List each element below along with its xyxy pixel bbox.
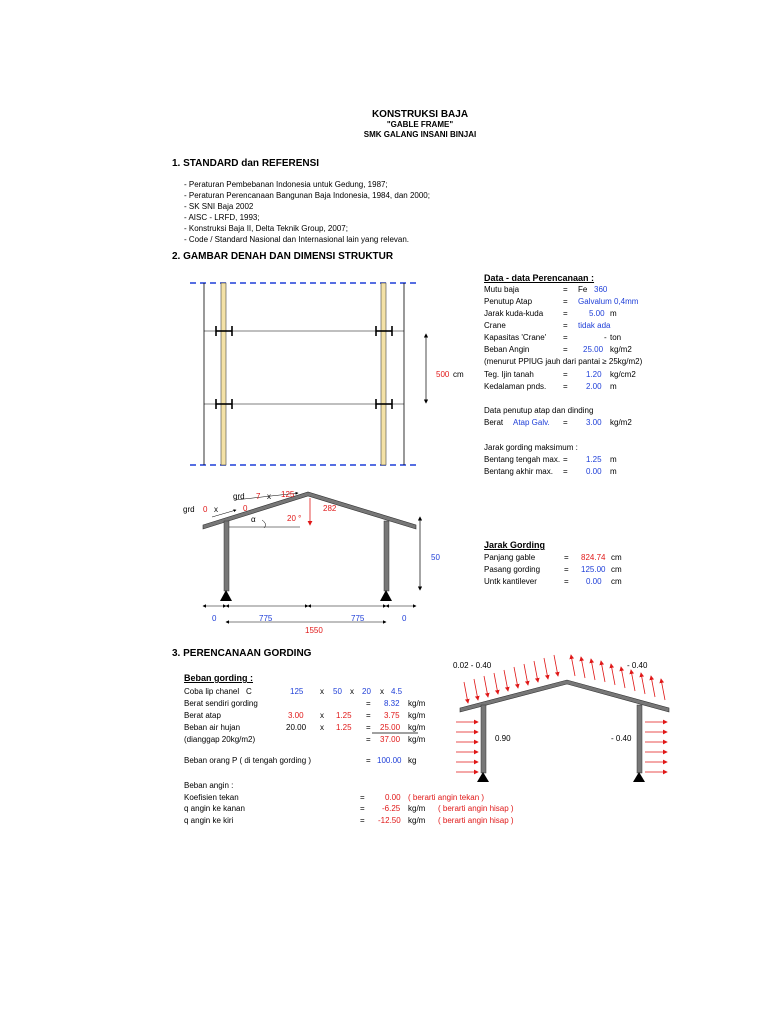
reference-item: - Peraturan Perencanaan Bangunan Baja Indonesia, 1984, dan 2000;: [184, 191, 430, 200]
param-label: Jarak kuda-kuda: [484, 309, 544, 318]
jarak-eq: =: [564, 553, 569, 562]
param-value: 5.00: [589, 309, 605, 318]
roof-angle: 20 °: [287, 514, 302, 523]
param-eq: =: [563, 321, 568, 330]
param-unit: kg/cm2: [610, 370, 636, 379]
beban-gording-title: Beban gording :: [184, 673, 253, 683]
param-label: Kedalaman pnds.: [484, 382, 547, 391]
jarak-value: 0.00: [586, 577, 602, 586]
beban-hujan-unit: kg/m: [408, 723, 426, 732]
coba-x: x: [320, 687, 324, 696]
grd-top-value: 7: [256, 492, 261, 501]
alpha-symbol: α: [251, 515, 256, 524]
plan-dim-value: 500: [436, 370, 450, 379]
coba-b: 50: [333, 687, 342, 696]
reference-item: - Peraturan Pembebanan Indonesia untuk Gedung, 1987;: [184, 180, 388, 189]
angin-eq: =: [360, 816, 365, 825]
section3-heading: 3. PERENCANAAN GORDING: [172, 648, 312, 659]
berat-atap-a: 3.00: [288, 711, 304, 720]
beban-hujan-a: 20.00: [286, 723, 307, 732]
param-prefix: Fe: [578, 285, 588, 294]
param-label: Teg. Ijin tanah: [484, 370, 534, 379]
jarak-unit: cm: [611, 553, 622, 562]
right-overhang: 0: [402, 614, 407, 623]
jarak-eq: =: [564, 577, 569, 586]
jarak-label: Untk kantilever: [484, 577, 537, 586]
gording-max-label: Bentang tengah max.: [484, 455, 561, 464]
param-eq: =: [563, 382, 568, 391]
angin-eq: =: [360, 804, 365, 813]
param-label: Penutup Atap: [484, 297, 533, 306]
coba-x: x: [380, 687, 384, 696]
param-label: Mutu baja: [484, 285, 520, 294]
beban-orang-value: 100.00: [377, 756, 402, 765]
berat-sendiri-value: 8.32: [384, 699, 400, 708]
beban-angin-title: Beban angin :: [184, 781, 234, 790]
angin-value: -12.50: [378, 816, 401, 825]
cover-label: Berat: [484, 418, 504, 427]
param-value: 1.20: [586, 370, 602, 379]
grd-top-label: grd: [233, 492, 245, 501]
dianggap-unit: kg/m: [408, 735, 426, 744]
cover-value: 3.00: [586, 418, 602, 427]
gording-max-label: Bentang akhir max.: [484, 467, 553, 476]
param-value: 2.00: [586, 382, 602, 391]
dianggap-eq: =: [366, 735, 371, 744]
dianggap-value: 37.00: [380, 735, 401, 744]
berat-sendiri-label: Berat sendiri gording: [184, 699, 258, 708]
berat-atap-x: x: [320, 711, 324, 720]
grd-left-x: x: [214, 505, 218, 514]
reference-item: - AISC - LRFD, 1993;: [184, 213, 260, 222]
angin-value: -6.25: [382, 804, 401, 813]
param-label: Crane: [484, 321, 506, 330]
param-label: Kapasitas 'Crane': [484, 333, 547, 342]
wind-coef-mid-right: - 0.40: [611, 734, 632, 743]
berat-atap-unit: kg/m: [408, 711, 426, 720]
gording-max-unit: m: [610, 455, 617, 464]
param-eq: =: [563, 309, 568, 318]
small-zero: 0: [243, 504, 248, 513]
grd-left-label: grd: [183, 505, 195, 514]
coba-d: 4.5: [391, 687, 403, 696]
plan-dim-unit: cm: [453, 370, 464, 379]
param-unit: m: [610, 382, 617, 391]
param-value: 25.00: [583, 345, 604, 354]
cover-unit: kg/m2: [610, 418, 632, 427]
beban-hujan-eq: =: [366, 723, 371, 732]
section2-heading: 2. GAMBAR DENAH DAN DIMENSI STRUKTUR: [172, 251, 394, 262]
reference-item: - SK SNI Baja 2002: [184, 202, 254, 211]
jarak-value: 824.74: [581, 553, 606, 562]
angin-unit: kg/m: [408, 816, 426, 825]
data-perencanaan-title: Data - data Perencanaan :: [484, 273, 595, 283]
param-eq: =: [563, 297, 568, 306]
roof-rise: 282: [323, 504, 337, 513]
param-eq: =: [563, 370, 568, 379]
angin-label: q angin ke kiri: [184, 816, 234, 825]
grd-spacing: 125: [281, 490, 295, 499]
jarak-gording-title: Jarak Gording: [484, 540, 546, 550]
param-unit: m: [610, 309, 617, 318]
berat-sendiri-unit: kg/m: [408, 699, 426, 708]
param-eq: =: [563, 285, 568, 294]
berat-atap-label: Berat atap: [184, 711, 221, 720]
gording-max-value: 0.00: [586, 467, 602, 476]
grd-top-x: x: [267, 492, 271, 501]
coba-c2: 20: [362, 687, 371, 696]
wind-coef-top-right: - 0.40: [627, 661, 648, 670]
left-overhang: 0: [212, 614, 217, 623]
cover-eq: =: [563, 418, 568, 427]
reference-item: - Code / Standard Nasional dan Internasional lain yang relevan.: [184, 235, 410, 244]
span-right: 775: [351, 614, 365, 623]
jarak-unit: cm: [611, 565, 622, 574]
grd-left-value: 0: [203, 505, 208, 514]
coba-label: Coba lip chanel: [184, 687, 240, 696]
plan-view: [190, 283, 426, 465]
jarak-label: Panjang gable: [484, 553, 536, 562]
reference-item: - Konstruksi Baja II, Delta Teknik Group, 2007;: [184, 224, 348, 233]
cover-title: Data penutup atap dan dinding: [484, 406, 594, 415]
beban-orang-label: Beban orang P ( di tengah gording ): [184, 756, 312, 765]
jarak-value: 125.00: [581, 565, 606, 574]
gable-elevation: [203, 492, 420, 622]
param-value: -: [604, 333, 607, 342]
beban-hujan-b: 1.25: [336, 723, 352, 732]
total-span: 1550: [305, 626, 323, 635]
cover-material: Atap Galv.: [513, 418, 550, 427]
param-eq: =: [563, 345, 568, 354]
wind-note: (menurut PPIUG jauh dari pantai ≥ 25kg/m2): [484, 357, 643, 366]
beban-hujan-label: Beban air hujan: [184, 723, 241, 732]
param-value: tidak ada: [578, 321, 611, 330]
wind-coef-mid-left: 0.90: [495, 734, 511, 743]
angin-note: ( berarti angin tekan ): [408, 793, 485, 802]
berat-atap-b: 1.25: [336, 711, 352, 720]
jarak-eq: =: [564, 565, 569, 574]
gording-max-eq: =: [563, 467, 568, 476]
berat-atap-eq: =: [366, 711, 371, 720]
param-eq: =: [563, 333, 568, 342]
beban-orang-eq: =: [366, 756, 371, 765]
angin-label: Koefisien tekan: [184, 793, 239, 802]
param-unit: ton: [610, 333, 622, 342]
berat-atap-value: 3.75: [384, 711, 400, 720]
angin-label: q angin ke kanan: [184, 804, 245, 813]
angin-eq: =: [360, 793, 365, 802]
angin-note: ( berarti angin hisap ): [438, 804, 514, 813]
angin-note: ( berarti angin hisap ): [438, 816, 514, 825]
beban-hujan-value: 25.00: [380, 723, 401, 732]
span-left: 775: [259, 614, 273, 623]
gording-max-title: Jarak gording maksimum :: [484, 443, 578, 452]
gording-max-eq: =: [563, 455, 568, 464]
param-value: 360: [594, 285, 608, 294]
doc-title: KONSTRUKSI BAJA: [371, 109, 469, 120]
coba-c: C: [246, 687, 252, 696]
school-name: SMK GALANG INSANI BINJAI: [363, 130, 477, 139]
coba-x: x: [350, 687, 354, 696]
beban-orang-unit: kg: [408, 756, 417, 765]
jarak-unit: cm: [611, 577, 622, 586]
angin-value: 0.00: [385, 793, 401, 802]
section1-heading: 1. STANDARD dan REFERENSI: [172, 158, 320, 169]
coba-a: 125: [290, 687, 304, 696]
gording-max-unit: m: [610, 467, 617, 476]
column-height: 50: [431, 553, 440, 562]
dianggap-label: (dianggap 20kg/m2): [184, 735, 256, 744]
param-value: Galvalum 0,4mm: [578, 297, 639, 306]
wind-coef-top-left: 0.02 - 0.40: [453, 661, 492, 670]
beban-hujan-x: x: [320, 723, 324, 732]
angin-unit: kg/m: [408, 804, 426, 813]
gording-max-value: 1.25: [586, 455, 602, 464]
param-unit: kg/m2: [610, 345, 632, 354]
param-label: Beban Angin: [484, 345, 530, 354]
wind-load-diagram: [456, 655, 669, 782]
doc-subtitle: "GABLE FRAME": [386, 120, 454, 129]
jarak-label: Pasang gording: [484, 565, 541, 574]
berat-sendiri-eq: =: [366, 699, 371, 708]
